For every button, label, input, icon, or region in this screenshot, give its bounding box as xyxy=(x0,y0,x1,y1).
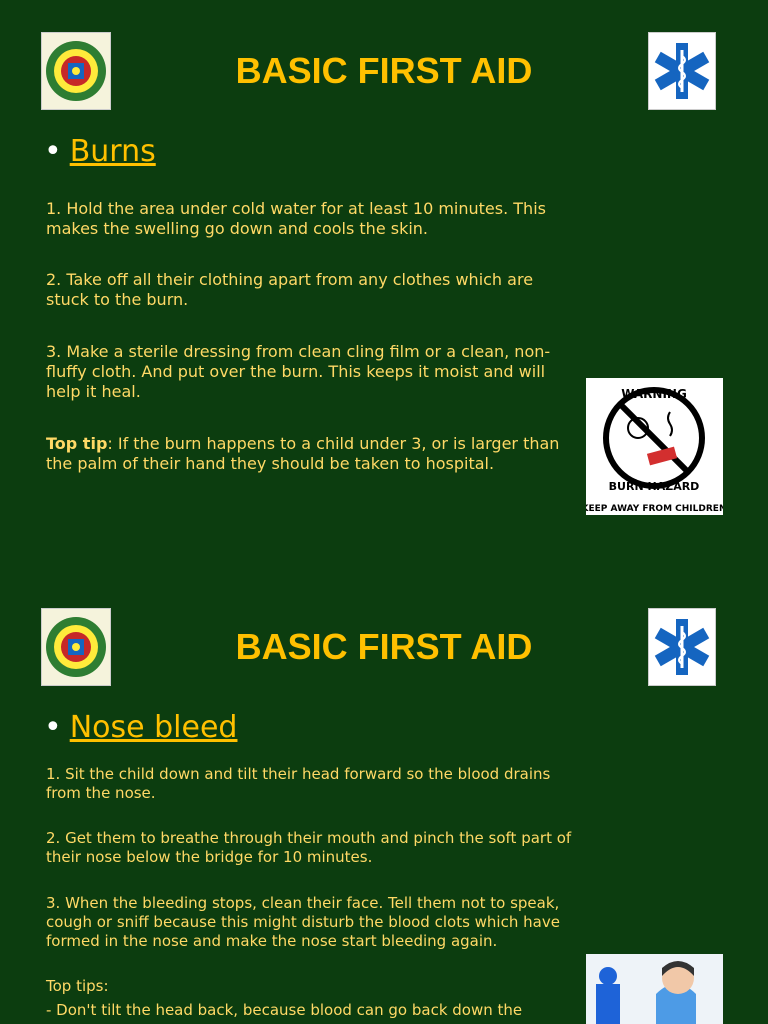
top-tip-label: Top tip xyxy=(46,434,108,453)
burns-step-3: 3. Make a sterile dressing from clean cling film or a clean, non-fluffy cloth. And put over the burn. This keeps it moist and will help it heal. xyxy=(46,342,551,401)
slide-title: BASIC FIRST AID xyxy=(235,626,533,667)
warning-bottom-text: BURN HAZARD xyxy=(608,480,700,493)
nose-bleed-top-tips-item: - Don't tilt the head back, because blood can go back down the xyxy=(46,1001,523,1019)
top-tip-text: : If the burn happens to a child under 3, or is larger than the palm of their hand they should be taken to hospital. xyxy=(46,434,560,473)
bullet-dot: • xyxy=(44,710,62,745)
section-heading-nose-bleed xyxy=(44,710,237,745)
bullet-dot: • xyxy=(44,134,62,169)
burns-top-tip xyxy=(46,434,576,474)
burns-step-2: 2. Take off all their clothing apart from any clothes which are stuck to the burn. xyxy=(46,270,534,309)
burn-hazard-warning-image xyxy=(586,378,723,515)
star-of-life-icon xyxy=(648,32,716,110)
nose-bleed-illustration-image xyxy=(586,954,723,1024)
slide-title: BASIC FIRST AID xyxy=(235,50,533,91)
heading-text: Burns xyxy=(69,134,156,169)
heading-text: Nose bleed xyxy=(69,710,238,745)
warning-footer-text: KEEP AWAY FROM CHILDREN xyxy=(586,504,723,514)
nose-bleed-step-2: 2. Get them to breathe through their mouth and pinch the soft part of their nose below the bridge for 10 minutes. xyxy=(46,829,572,866)
burns-step-1: 1. Hold the area under cold water for at least 10 minutes. This makes the swelling go down and cools the skin. xyxy=(46,199,546,238)
nose-bleed-step-1: 1. Sit the child down and tilt their head forward so the blood drains from the nose. xyxy=(46,765,551,802)
star-of-life-icon xyxy=(648,608,716,686)
nose-bleed-step-3: 3. When the bleeding stops, clean their face. Tell them not to speak, cough or sniff because this might disturb the blood clots which have formed in the nose and make the nose start bleeding again. xyxy=(46,894,560,950)
nose-bleed-top-tips-label: Top tips: xyxy=(46,977,109,995)
slide-nose-bleed xyxy=(0,576,768,1024)
section-heading-burns xyxy=(44,134,156,169)
warning-top-text: WARNING xyxy=(621,387,687,401)
